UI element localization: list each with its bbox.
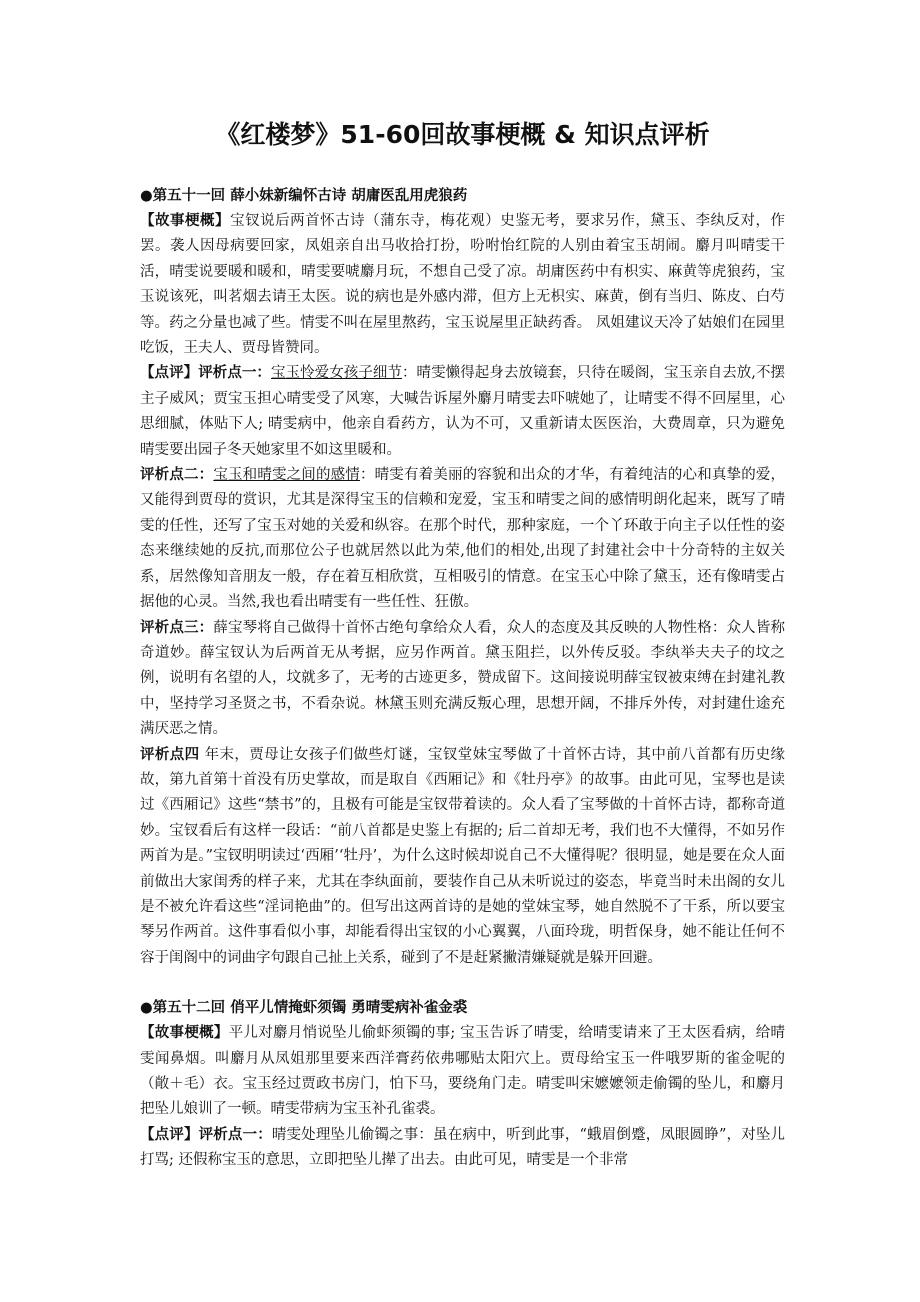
chapter-51-comment-2 bbox=[140, 463, 785, 615]
chapter-52-plot bbox=[140, 1021, 785, 1123]
comment-1-title: 宝玉怜爱女孩子细节 bbox=[271, 365, 402, 382]
chapter-51-comment-1 bbox=[140, 361, 785, 463]
chapter-51-heading: ●第五十一回 薛小妹新编怀古诗 胡庸医乱用虎狼药 bbox=[140, 188, 468, 204]
chapter-51-comment-4 bbox=[140, 743, 785, 972]
comment-3-text: 薛宝琴将自己做得十首怀古绝句拿给众人看，众人的态度及其反映的人物性格：众人皆称奇道妙。薛宝钗认为后两首无从考据，应另作两首。黛玉阻拦，以外传反驳。李纨举夫夫子的坟之例，说明有名望的人，坟就多了，无考的古迹更多，赞成留下。这间接说明薛宝钗被束缚在封建礼教中，坚持学习圣贤之书，不看杂说。林黛玉则充满反叛心理，思想开阔，不排斥外传，对封建仕途充满厌恶之情。 bbox=[140, 619, 786, 738]
comment-1-text: 晴雯处理坠儿偷镯之事：虽在病中，听到此事，“蛾眉倒蹙，凤眼圆睁”，对坠儿打骂; 还假称宝玉的意思，立即把坠儿撵了出去。由此可见，晴雯是一个非常 bbox=[140, 1126, 786, 1169]
comment-3-label: 评析点三： bbox=[140, 619, 214, 636]
chapter-52-heading: ●第五十二回 俏平儿情掩虾须镯 勇晴雯病补雀金裘 bbox=[140, 1000, 468, 1017]
comment-label: 【点评】评析点一： bbox=[140, 365, 271, 382]
comment-2-text: ：晴雯有着美丽的容貌和出众的才华，有着纯洁的心和真挚的爱，又能得到贾母的赏识，尤其是深得宝玉的信赖和宠爱，宝玉和晴雯之间的感情明朗化起来，既写了晴雯的任性，还写了宝玉对她的关爱和纵容。在那个时代，那种家庭，一个丫环敢于向主子以任性的姿态来继续她的反抗,而那位公子也就居然以此为荣,他们的相处,出现了封建社会中十分奇特的主奴关系，居然像知音朋友一般，存在着互相欣赏，互相吸引的情意。在宝玉心中除了黛玉，还有像晴雯占据他的心灵。当然,我也看出晴雯有一些任性、狂傲。 bbox=[140, 467, 786, 611]
chapter-51-plot bbox=[140, 209, 785, 361]
comment-4-label: 评析点四 bbox=[140, 746, 200, 763]
chapter-52-comment-1 bbox=[140, 1123, 785, 1174]
comment-2-title: 宝玉和晴雯之间的感情 bbox=[213, 467, 360, 484]
comment-2-label: 评析点二： bbox=[140, 467, 214, 484]
comment-label: 【点评】评析点一： bbox=[140, 1126, 272, 1143]
comment-1-text: ：晴雯懒得起身去放镜套，只待在暖阁，宝玉亲自去放,不摆主子威风；贾宝玉担心晴雯受了风寒，大喊告诉屋外麝月晴雯去吓唬她了，让晴雯不得不回屋里，心思细腻，体贴下人; 晴雯病中，他亲自看药方，认为不可，又重新请太医医治，大费周章，只为避免晴雯要出园子冬天她家里不如这里暖和。 bbox=[140, 365, 786, 458]
comment-4-text: 年末，贾母让女孩子们做些灯谜，宝钗堂妹宝琴做了十首怀古诗，其中前八首都有历史缘故，第九首第十首没有历史掌故，而是取自《西厢记》和《牡丹亭》的故事。由此可见，宝琴也是读过《西厢记》这些“禁书”的，且极有可能是宝钗带着读的。众人看了宝琴做的十首怀古诗，都称奇道妙。宝钗看后有这样一段话：“前八首都是史鉴上有据的; 后二首却无考，我们也不大懂得，不如另作两首为是。”宝钗明明读过‘西厢’‘牡丹’，为什么这时候却说自己不大懂得呢？很明显，她是要在众人面前做出大家闺秀的样子来，尤其在李纨面前，要装作自己从未听说过的姿态，毕竟当时未出阁的女儿是不被允许看这些“淫词艳曲”的。但写出这两首诗的是她的堂妹宝琴，她自然脱不了干系，所以要宝琴另作两首。这件事看似小事，却能看得出宝钗的小心翼翼，八面玲珑，明哲保身，她不能让任何不容于闺阁中的词曲字句跟自己扯上关系，碰到了不是赶紧撇清嫌疑就是躲开回避。 bbox=[140, 746, 786, 966]
section-gap bbox=[140, 971, 785, 996]
chapter-51-comment-3 bbox=[140, 616, 785, 743]
plot-label: 【故事梗概】 bbox=[140, 1025, 229, 1042]
document-page bbox=[140, 118, 785, 1174]
plot-text: 宝钗说后两首怀古诗（蒲东寺，梅花观）史鉴无考，要求另作，黛玉、李纨反对，作罢。袭人因母病要回家，凤姐亲自出马收拾打扮，吩咐怡红院的人别由着宝玉胡闹。麝月叫晴雯干活，晴雯说要暖和暖和，晴雯要唬麝月玩，不想自己受了凉。胡庸医药中有枳实、麻黄等虎狼药，宝玉说该死，叫茗烟去请王太医。说的病也是外感内滞，但方上无枳实、麻黄，倒有当归、陈皮、白芍等。药之分量也减了些。情雯不叫在屋里熬药，宝玉说屋里正缺药香。 凤姐建议天冷了姑娘们在园里吃饭，王夫人、贾母皆赞同。 bbox=[140, 213, 786, 357]
page-title: 《红楼梦》51-60回故事梗概 & 知识点评析 bbox=[215, 120, 710, 149]
plot-label: 【故事梗概】 bbox=[140, 213, 231, 229]
plot-text: 平儿对麝月悄说坠儿偷虾须镯的事; 宝玉告诉了晴雯，给晴雯请来了王太医看病，给晴雯闻鼻烟。叫麝月从凤姐那里要来西洋膏药依弗哪贴太阳穴上。贾母给宝玉一件哦罗斯的雀金呢的（敞＋毛）衣。宝玉经过贾政书房门，怕下马，要绕角门走。晴雯叫宋嬷嬷领走偷镯的坠儿，和麝月把坠儿娘训了一顿。晴雯带病为宝玉补孔雀裘。 bbox=[140, 1025, 786, 1118]
